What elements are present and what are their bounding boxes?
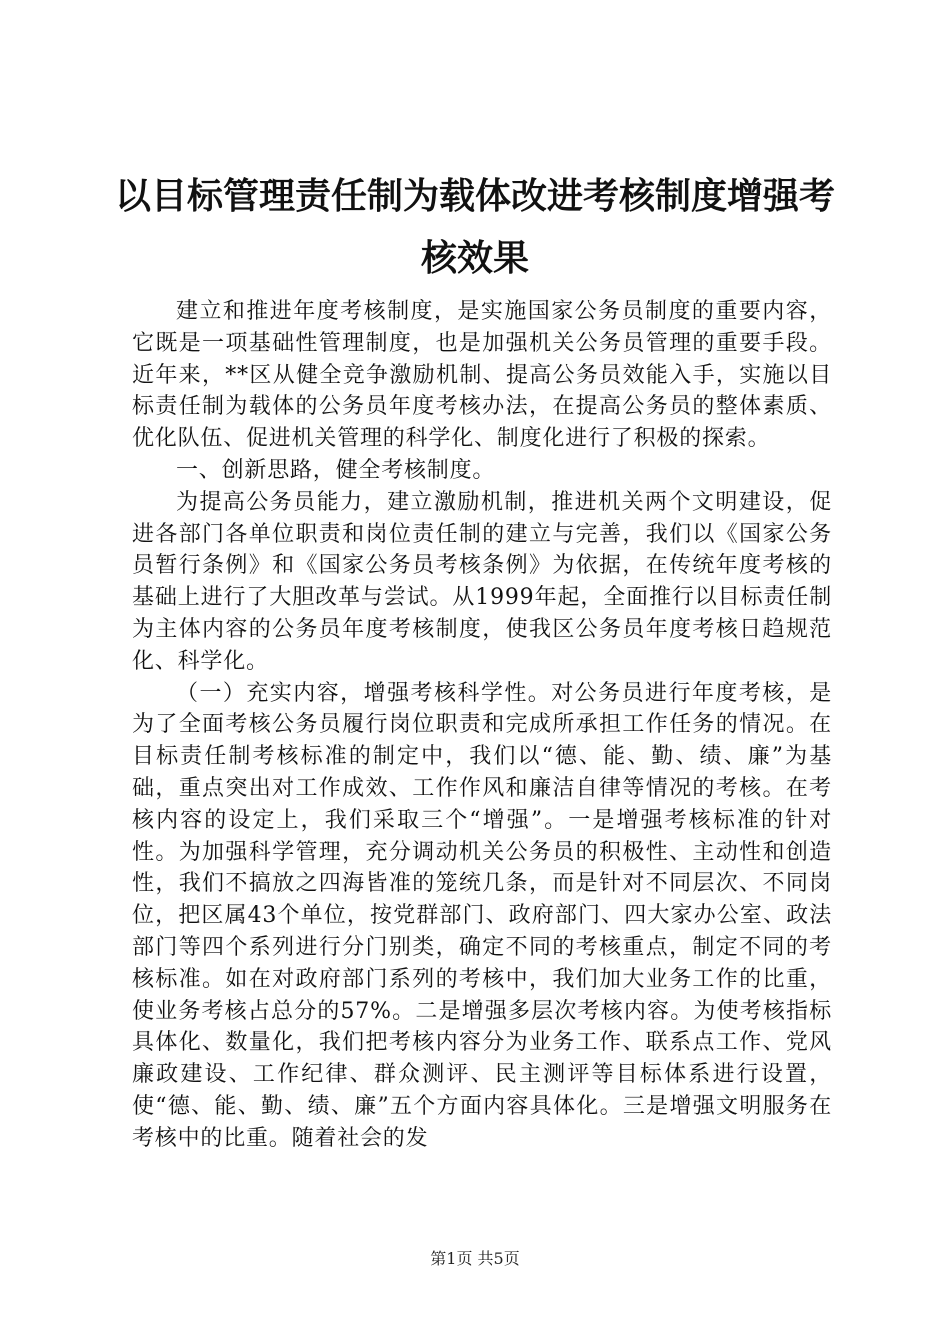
paragraph-intro: 建立和推进年度考核制度，是实施国家公务员制度的重要内容，它既是一项基础性管理制度，也是加强机关公务员管理的重要手段。近年来，**区从健全竞争激励机制、提高公务员效能入手，实施以目标责任制为载体的公务员年度考核办法，在提高公务员的整体素质、优化队伍、促进机关管理的科学化、制度化进行了积极的探索。: [132, 299, 832, 452]
document-title: [110, 165, 840, 289]
document-body: [132, 296, 832, 1155]
paragraph-subsection-1: （一）充实内容，增强考核科学性。对公务员进行年度考核，是为了全面考核公务员履行岗位职责和完成所承担工作任务的情况。在目标责任制考核标准的制定中，我们以“德、能、勤、绩、廉”为基础，重点突出对工作成效、工作作风和廉洁自律等情况的考核。在考核内容的设定上，我们采取三个“增强”。一是增强考核标准的针对性。为加强科学管理，充分调动机关公务员的积极性、主动性和创造性，我们不搞放之四海皆准的笼统几条，而是针对不同层次、不同岗位，把区属43个单位，按党群部门、政府部门、四大家办公室、政法部门等四个系列进行分门别类，确定不同的考核重点，制定不同的考核标准。如在对政府部门系列的考核中，我们加大业务工作的比重，使业务考核占总分的57%。二是增强多层次考核内容。为使考核指标具体化、数量化，我们把考核内容分为业务工作、联系点工作、党风廉政建设、工作纪律、群众测评、民主测评等目标体系进行设置，使“德、能、勤、绩、廉”五个方面内容具体化。三是增强文明服务在考核中的比重。随着社会的发: [132, 680, 832, 1151]
title-line-2: 核效果: [420, 237, 529, 279]
page-footer: 第1页 共5页: [430, 1249, 520, 1268]
paragraph-section-1: 为提高公务员能力，建立激励机制，推进机关两个文明建设，促进各部门各单位职责和岗位责任制的建立与完善，我们以《国家公务员暂行条例》和《国家公务员考核条例》为依据，在传统年度考核的基础上进行了大胆改革与尝试。从1999年起，全面推行以目标责任制为主体内容的公务员年度考核制度，使我区公务员年度考核日趋规范化、科学化。: [132, 489, 832, 674]
section-heading-1: 一、创新思路，健全考核制度。: [176, 457, 496, 483]
title-line-1: 以目标管理责任制为载体改进考核制度增强考: [114, 175, 835, 217]
